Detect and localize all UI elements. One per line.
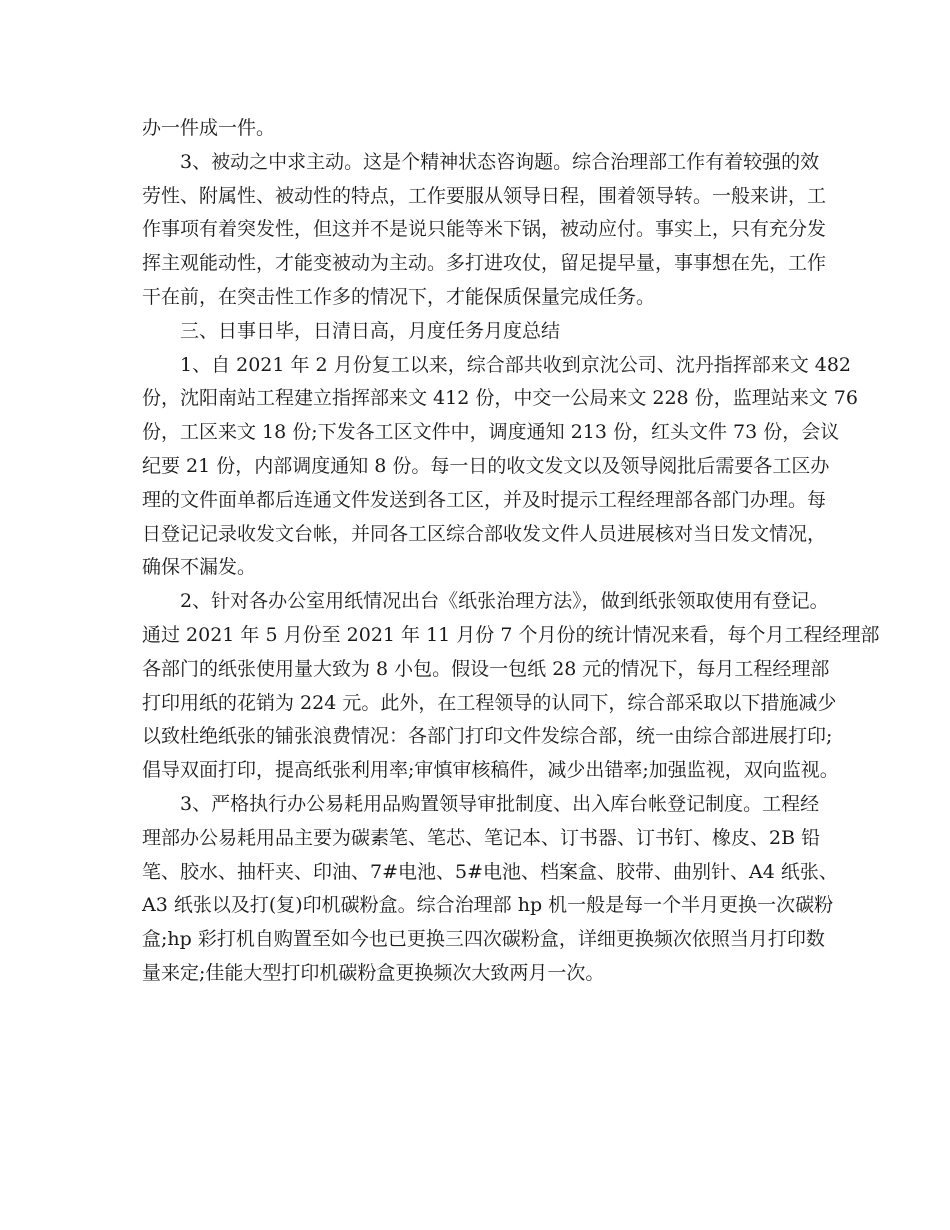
text-line: 笔、胶水、抽杆夹、印油、7#电池、5#电池、档案盒、胶带、曲别针、A4 纸张、 [142, 860, 838, 883]
section-heading [142, 315, 814, 349]
paragraph-item-1-documents [142, 349, 858, 586]
text-line: 以致杜绝纸张的铺张浪费情况：各部门打印文件发综合部，统一由综合部进展打印; [142, 725, 833, 748]
text-line: 挥主观能动性，才能变被动为主动。多打进攻仗，留足提早量，事事想在先，工作 [142, 252, 827, 275]
text-line: 理的文件面单都后连通文件发送到各工区，并及时提示工程经理部各部门办理。每 [142, 488, 827, 511]
paragraph-continuation [142, 112, 814, 146]
text-line: 3、被动之中求主动。这是个精神状态咨询题。综合治理部工作有着较强的效 [180, 150, 820, 173]
text-line: 理部办公易耗用品主要为碳素笔、笔芯、笔记本、订书器、订书钉、橡皮、2B 铅 [142, 826, 821, 849]
text-line: 2、针对各办公室用纸情况出台《纸张治理方法》，做到纸张领取使用有登记。 [180, 590, 829, 613]
section-heading-text: 三、日事日毕，日清日高，月度任务月度总结 [180, 319, 561, 342]
text-line: 份，工区来文 18 份;下发各工区文件中，调度通知 213 份，红头文件 73 份，会议 [142, 421, 840, 444]
text-line: 打印用纸的花销为 224 元。此外，在工程领导的认同下，综合部采取以下措施减少 [142, 691, 837, 714]
text-line: 办一件成一件。 [142, 117, 276, 139]
paragraph-item-3-supplies [142, 788, 838, 991]
text-line: A3 纸张以及打(复)印机碳粉盒。综合治理部 hp 机一般是每一个半月更换一次碳粉 [142, 894, 834, 917]
text-line: 倡导双面打印，提高纸张利用率;审慎审核稿件，减少出错率;加强监视，双向监视。 [142, 759, 839, 782]
document-page [142, 112, 880, 991]
paragraph-item-2-paper [142, 585, 880, 788]
paragraph-point-3-proactive [142, 146, 827, 315]
text-line: 作事项有着突发性，但这并不是说只能等米下锅，被动应付。事实上，只有充分发 [142, 218, 827, 241]
text-line: 干在前，在突击性工作多的情况下，才能保质保量完成任务。 [142, 285, 656, 308]
text-line: 量来定;佳能大型打印机碳粉盒更换频次大致两月一次。 [142, 961, 605, 984]
text-line: 盒;hp 彩打机自购置至如今也已更换三四次碳粉盒，详细更换频次依照当月打印数 [142, 928, 825, 951]
text-line: 1、自 2021 年 2 月份复工以来，综合部共收到京沈公司、沈丹指挥部来文 482 [180, 353, 851, 376]
text-line: 纪要 21 份，内部调度通知 8 份。每一日的收文发文以及领导阅批后需要各工区办 [142, 454, 830, 477]
text-line: 份，沈阳南站工程建立指挥部来文 412 份，中交一公局来文 228 份，监理站来文 76 [142, 387, 858, 410]
text-line: 确保不漏发。 [142, 556, 257, 579]
text-line: 劳性、附属性、被动性的特点，工作要服从领导日程，围着领导转。一般来讲，工 [142, 184, 827, 207]
text-line: 各部门的纸张使用量大致为 8 小包。假设一包纸 28 元的情况下，每月工程经理部 [142, 657, 830, 680]
text-line: 通过 2021 年 5 月份至 2021 年 11 月份 7 个月份的统计情况来看，每个月工程经理部 [142, 623, 880, 646]
text-line: 3、严格执行办公易耗用品购置领导审批制度、出入库台帐登记制度。工程经 [180, 792, 820, 815]
text-line: 日登记记录收发文台帐，并同各工区综合部收发文件人员进展核对当日发文情况， [142, 522, 827, 545]
